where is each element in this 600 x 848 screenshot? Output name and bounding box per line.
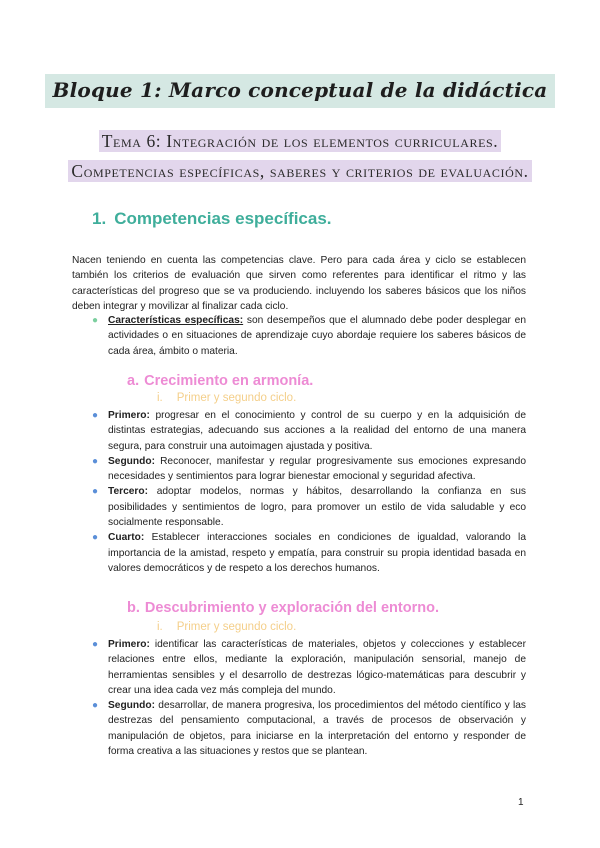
item-label: Segundo:: [108, 700, 155, 712]
item-text: Establecer interacciones sociales en condiciones de igualdad, valorando la importancia de la amistad, respeto y empatía, para construir su propia identidad basada en valores democráticos y de respeto a los derechos humanos.: [108, 532, 526, 574]
list-item: [90, 698, 526, 759]
tema-title-container: [60, 126, 540, 186]
subsection-heading-a: [127, 373, 313, 389]
tema-title: Tema 6: Integración de los elementos curriculares. Competencias específicas, saberes y criterios de evaluación.: [68, 130, 531, 182]
subsubsection-numeral: i.: [157, 392, 163, 404]
bloque-title-container: [0, 74, 600, 108]
item-label: Primero:: [108, 639, 150, 650]
page-number: 1: [518, 797, 524, 808]
caracteristicas-list: [90, 313, 526, 359]
item-text: Reconocer, manifestar y regular progresivamente sus emociones expresando necesidades y sentimientos para lograr bienestar emocional y seguridad afectiva.: [108, 455, 526, 483]
section-number: 1.: [92, 209, 107, 228]
item-text: desarrollar, de manera progresiva, los procedimientos del método científico y las destrezas del pensamiento computacional, a través de procesos de observación y manipulación de objetos, para iniciarse en la interpretación del entorno y responder de forma creativa a las situaciones y restos que se plantean.: [108, 700, 526, 758]
bullet-icon: ●: [92, 700, 99, 712]
subsubsection-title: Primer y segundo ciclo.: [176, 392, 297, 404]
item-text: adoptar modelos, normas y hábitos, desarrollando la confianza en sus posibilidades y sentimientos de logro, para promover un estilo de vida saludable y eco socialmente responsable.: [108, 486, 526, 529]
item-label: Segundo:: [108, 455, 155, 467]
item-label: Cuarto:: [108, 532, 145, 544]
subsection-letter: b.: [127, 600, 140, 616]
bullet-icon: ●: [92, 455, 99, 467]
subsection-title: Crecimiento en armonía.: [144, 373, 314, 389]
subsubsection-heading-a: [157, 392, 296, 404]
item-text: progresar en el conocimiento y control de su cuerpo y en la adquisición de distintas estrategias, adecuando sus acciones a la realidad del entorno de una manera segura, para construir una autoimagen ajustada y positiva.: [108, 410, 526, 452]
bullet-icon: ●: [92, 410, 99, 421]
list-item: [90, 530, 526, 576]
section-heading: [92, 209, 332, 229]
section-title: Competencias específicas.: [114, 209, 332, 228]
list-item: [90, 454, 526, 485]
subsection-letter: a.: [127, 373, 140, 389]
item-text: identificar las características de materiales, objetos y colecciones y establecer relaciones entre ellos, mediante la exploración, manipulación sensorial, manejo de herramientas sensibles y el desarrollo de destrezas lógico-matemáticas para descubrir y crear una idea cada vez más compleja del mundo.: [108, 639, 526, 696]
list-item: [90, 408, 526, 454]
bullet-icon: ●: [92, 486, 99, 498]
bullet-icon: ●: [92, 639, 99, 650]
bloque-title: Bloque 1: Marco conceptual de la didáctica: [45, 74, 556, 108]
subsection-heading-b: [127, 600, 439, 616]
bullet-icon: ●: [92, 315, 99, 326]
subsubsection-numeral: i.: [157, 621, 163, 633]
item-label: Primero:: [108, 410, 150, 421]
item-label: Características específicas:: [108, 315, 244, 326]
item-label: Tercero:: [108, 486, 149, 498]
subsubsection-title: Primer y segundo ciclo.: [176, 621, 297, 633]
crecimiento-list: [90, 408, 526, 576]
descubrimiento-list: [90, 637, 526, 759]
list-item: [90, 313, 526, 359]
subsubsection-heading-b: [157, 621, 296, 633]
list-item: [90, 637, 526, 698]
bullet-icon: ●: [92, 532, 99, 544]
list-item: [90, 484, 526, 530]
item-text: son desempeños que el alumnado debe poder desplegar en actividades o en situaciones de aprendizaje cuyo abordaje requiere los saberes básicos de cada área, ámbito o materia.: [108, 315, 527, 357]
intro-paragraph: Nacen teniendo en cuenta las competencias clave. Pero para cada área y ciclo se establecen también los criterios de evaluación que sirven como referentes para identificar el ritmo y las características del progreso que se va produciendo. incluyendo los saberes básicos que los niños deben integrar y movilizar al finalizar cada ciclo.: [72, 255, 526, 312]
subsection-title: Descubrimiento y exploración del entorno.: [144, 600, 439, 616]
